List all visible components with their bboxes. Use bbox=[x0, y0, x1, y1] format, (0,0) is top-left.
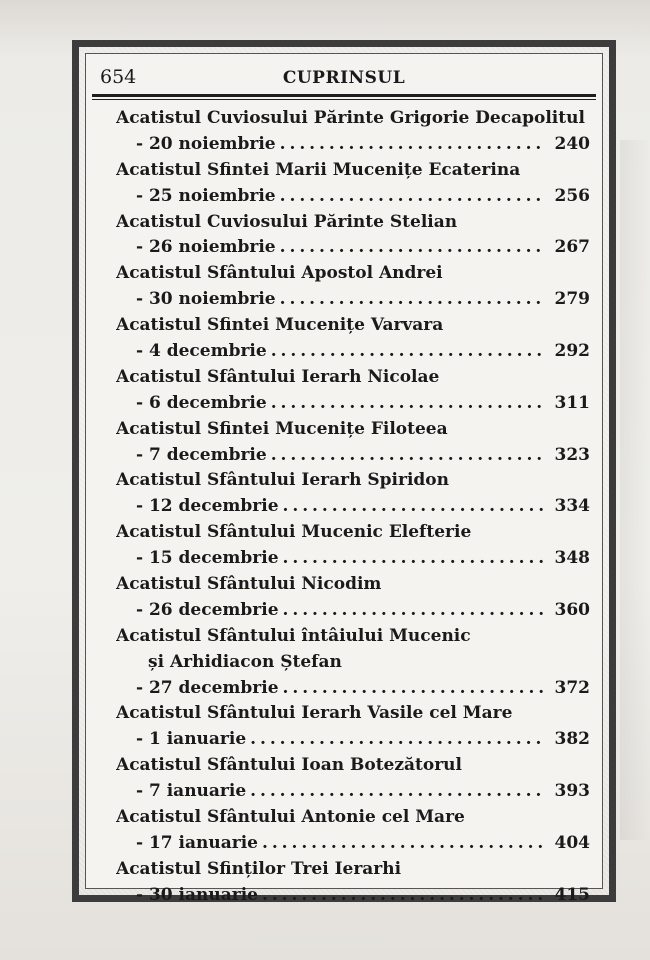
toc-entry-date: - 25 noiembrie bbox=[136, 185, 276, 206]
dot-leader bbox=[271, 443, 546, 469]
toc-entry bbox=[116, 261, 590, 313]
toc-entry-page: 348 bbox=[554, 548, 590, 569]
toc-entry-date-line bbox=[116, 727, 590, 753]
toc-entry-title: Acatistul Sfântului Ierarh Vasile cel Mare bbox=[116, 703, 513, 724]
toc-entry-page: 292 bbox=[554, 341, 590, 362]
toc-entry-title: Acatistul Sfântului Ierarh Nicolae bbox=[116, 366, 440, 387]
toc-entry bbox=[116, 572, 590, 624]
toc-entry-page: 279 bbox=[554, 289, 590, 310]
dot-leader bbox=[280, 184, 546, 210]
toc-entry-date: - 6 decembrie bbox=[136, 392, 267, 413]
toc-entry-date-line bbox=[116, 494, 590, 520]
toc-entry-title: Acatistul Sfintei Marii Mucenițe Ecaterina bbox=[116, 159, 521, 180]
toc-entry bbox=[116, 106, 590, 158]
toc-entry-page: 415 bbox=[554, 884, 590, 905]
toc-entry bbox=[116, 365, 590, 417]
toc-entry-date-line bbox=[116, 391, 590, 417]
toc-entry-page: 404 bbox=[554, 832, 590, 853]
toc-entry-title: Acatistul Sfântului Ierarh Spiridon bbox=[116, 470, 449, 491]
dot-leader bbox=[250, 727, 546, 753]
toc-entry-title: Acatistul Sfinților Trei Ierarhi bbox=[116, 858, 402, 879]
toc-entry-title: Acatistul Sfântului Nicodim bbox=[116, 574, 382, 595]
toc-entry bbox=[116, 158, 590, 210]
dot-leader bbox=[262, 831, 546, 857]
page-frame bbox=[72, 40, 616, 905]
section-title: CUPRINSUL bbox=[282, 68, 406, 88]
toc-entry-title: Acatistul Cuviosului Părinte Grigorie Decapolitul bbox=[116, 108, 585, 128]
toc-entry bbox=[116, 520, 590, 572]
toc-entry-page: 334 bbox=[554, 496, 590, 517]
toc-entry-date: - 7 decembrie bbox=[136, 444, 267, 465]
table-of-contents bbox=[116, 106, 590, 909]
toc-entry-date-line bbox=[116, 779, 590, 805]
toc-entry-title: Acatistul Sfântului Apostol Andrei bbox=[116, 263, 443, 284]
toc-entry-title: Acatistul Sfântului Mucenic Elefterie bbox=[116, 522, 472, 543]
toc-entry-page: 393 bbox=[554, 781, 590, 802]
dot-leader bbox=[283, 494, 546, 520]
dot-leader bbox=[280, 132, 546, 158]
toc-entry-title: Acatistul Sfântului Ioan Botezătorul bbox=[116, 755, 462, 776]
toc-entry-date: - 12 decembrie bbox=[136, 496, 279, 517]
toc-entry-date: - 26 decembrie bbox=[136, 599, 279, 620]
toc-entry bbox=[116, 857, 590, 909]
toc-entry-date: - 27 decembrie bbox=[136, 677, 279, 698]
toc-entry-date: - 26 noiembrie bbox=[136, 237, 276, 258]
dot-leader bbox=[271, 391, 546, 417]
dot-leader bbox=[262, 883, 546, 909]
toc-entry-title: Acatistul Sfântului întâiului Mucenic bbox=[116, 625, 471, 646]
dot-leader bbox=[283, 676, 546, 702]
toc-entry bbox=[116, 210, 590, 262]
toc-entry-title: Acatistul Cuviosului Părinte Stelian bbox=[116, 211, 458, 232]
toc-entry-date-line bbox=[116, 676, 590, 702]
toc-entry-title: Acatistul Sfintei Mucenițe Filoteea bbox=[116, 418, 448, 439]
toc-entry-date: - 30 noiembrie bbox=[136, 289, 276, 310]
toc-entry-date: - 30 ianuarie bbox=[136, 884, 258, 905]
dot-leader bbox=[271, 339, 546, 365]
dot-leader bbox=[283, 598, 546, 624]
page-number: 654 bbox=[100, 66, 137, 88]
dot-leader bbox=[283, 546, 546, 572]
toc-entry-date-line bbox=[116, 287, 590, 313]
toc-entry bbox=[116, 313, 590, 365]
toc-entry-date-line bbox=[116, 443, 590, 469]
dot-leader bbox=[280, 287, 546, 313]
toc-entry-title: și Arhidiacon Ștefan bbox=[148, 651, 342, 672]
toc-entry bbox=[116, 468, 590, 520]
toc-entry-page: 267 bbox=[554, 237, 590, 258]
toc-entry-date-line bbox=[116, 132, 590, 158]
toc-entry-date: - 1 ianuarie bbox=[136, 729, 247, 750]
toc-entry-date-line bbox=[116, 339, 590, 365]
toc-entry bbox=[116, 701, 590, 753]
toc-entry bbox=[116, 805, 590, 857]
header-rule-thin bbox=[92, 99, 596, 100]
toc-entry bbox=[116, 753, 590, 805]
toc-entry-date-line bbox=[116, 235, 590, 261]
toc-entry-date-line bbox=[116, 546, 590, 572]
toc-entry-page: 372 bbox=[554, 677, 590, 698]
toc-entry-page: 256 bbox=[554, 185, 590, 206]
toc-entry-page: 323 bbox=[554, 444, 590, 465]
toc-entry-date-line bbox=[116, 831, 590, 857]
header-rule bbox=[92, 94, 596, 97]
toc-entry-page: 382 bbox=[554, 729, 590, 750]
toc-entry-page: 240 bbox=[554, 133, 590, 154]
page-header bbox=[100, 64, 588, 92]
toc-entry-date: - 20 noiembrie bbox=[136, 133, 276, 154]
dot-leader bbox=[250, 779, 546, 805]
toc-entry-page: 360 bbox=[554, 599, 590, 620]
toc-entry-date-line bbox=[116, 184, 590, 210]
toc-entry-title: Acatistul Sfântului Antonie cel Mare bbox=[116, 807, 465, 828]
dot-leader bbox=[280, 235, 546, 261]
toc-entry-page: 311 bbox=[554, 392, 590, 413]
toc-entry bbox=[116, 417, 590, 469]
page-edge-shadow bbox=[620, 140, 650, 840]
toc-entry-title: Acatistul Sfintei Mucenițe Varvara bbox=[116, 315, 444, 336]
toc-entry-date: - 4 decembrie bbox=[136, 341, 267, 362]
toc-entry-date-line bbox=[116, 883, 590, 909]
toc-entry-date: - 15 decembrie bbox=[136, 548, 279, 569]
toc-entry-date-line bbox=[116, 598, 590, 624]
page-content bbox=[85, 53, 603, 905]
toc-entry-date: - 7 ianuarie bbox=[136, 781, 247, 802]
toc-entry-date: - 17 ianuarie bbox=[136, 832, 258, 853]
toc-entry bbox=[116, 624, 590, 702]
